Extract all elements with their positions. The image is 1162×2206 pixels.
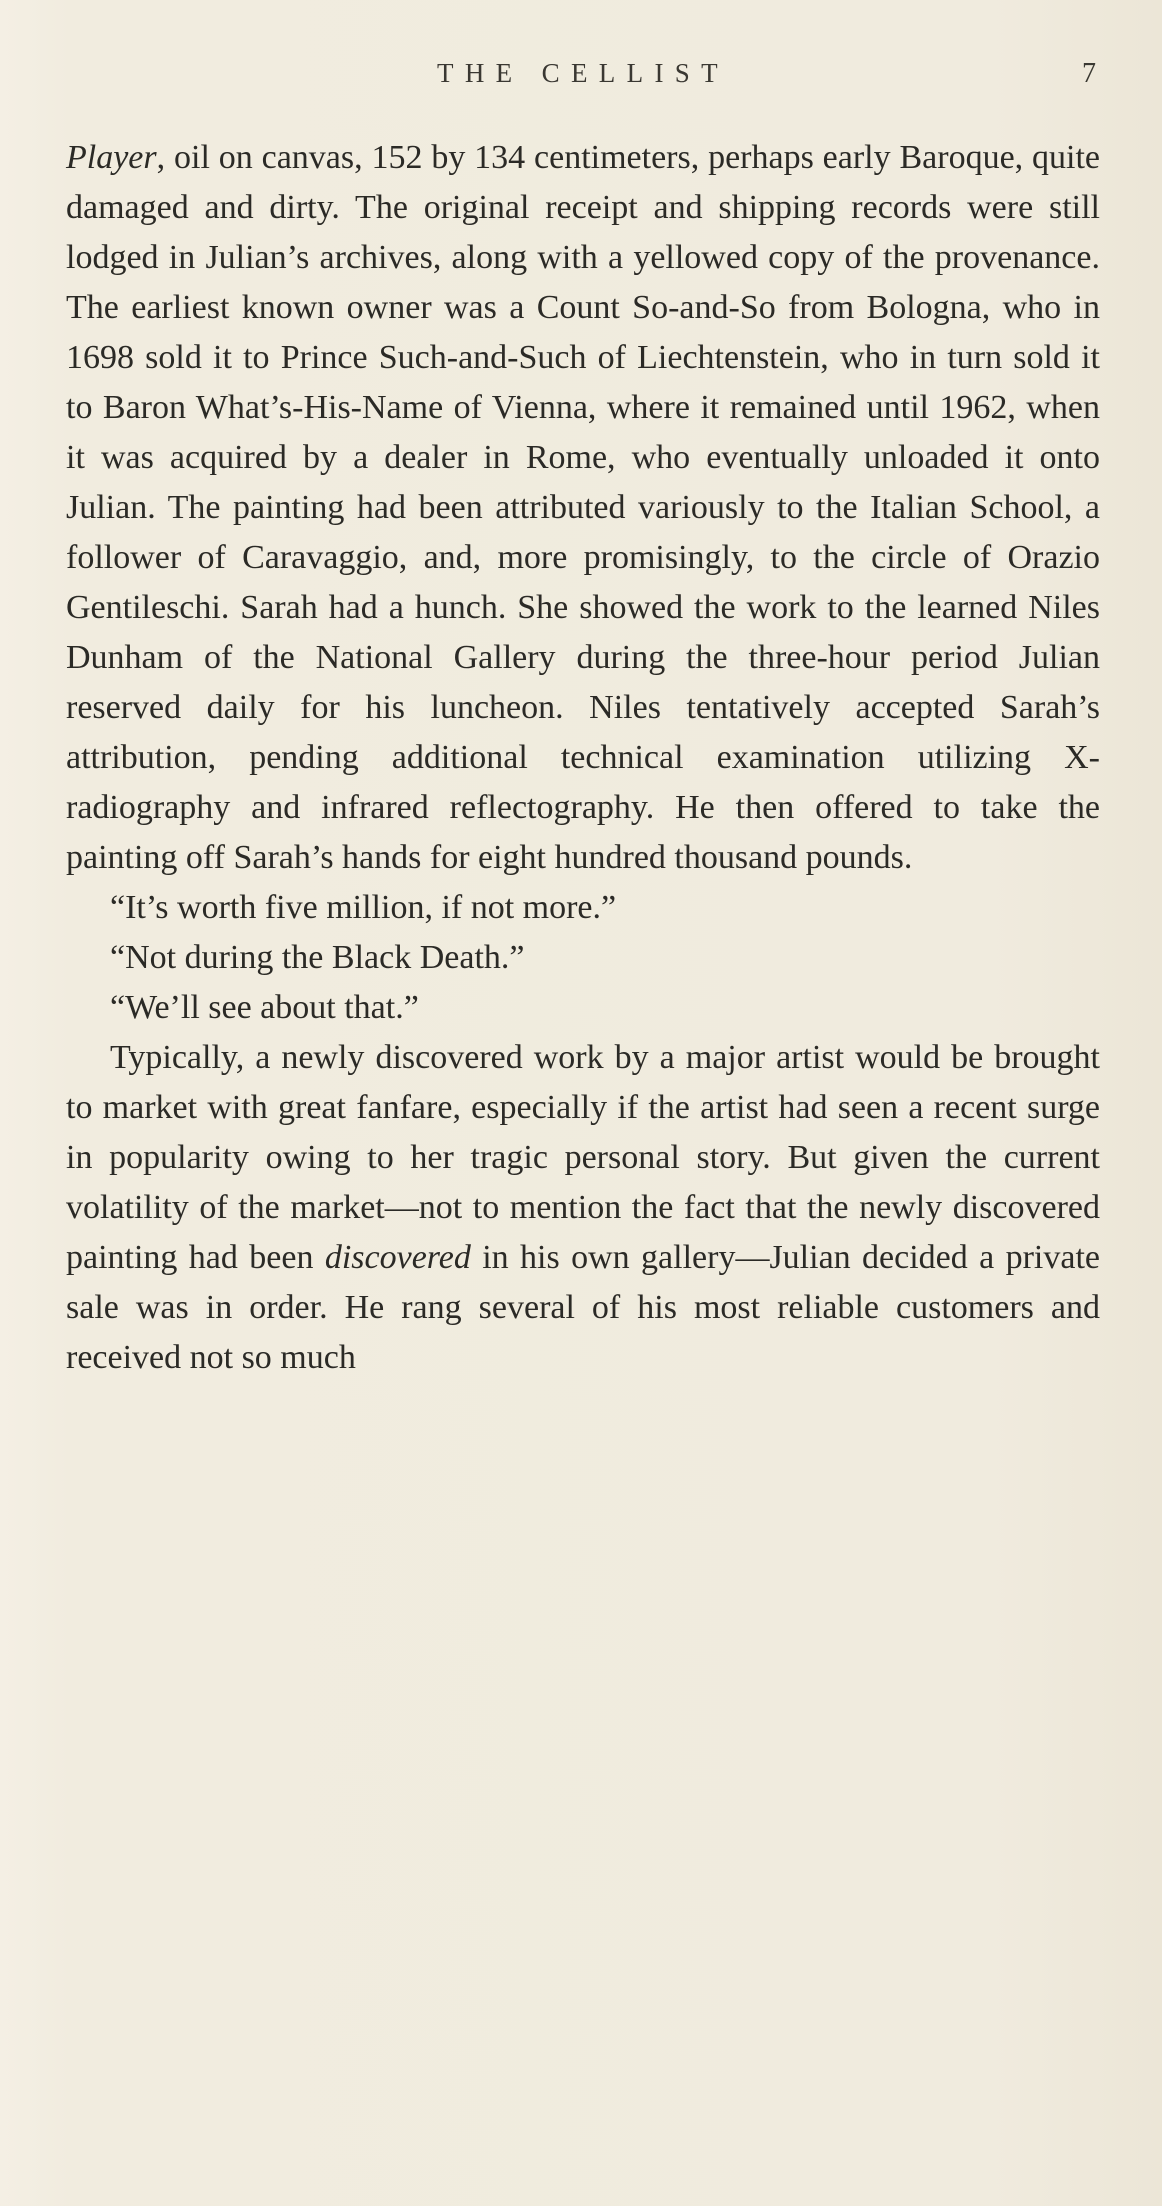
paragraph	[66, 133, 1100, 883]
body-text: , oil on canvas, 152 by 134 centimeters, perhaps early Baroque, quite damaged and dirty. The original receipt and shipping records were still lodged in Julian’s archives, along with a yellowed copy of the provenance. The earliest known owner was a Count So-and-So from Bologna, who in 1698 sold it to Prince Such-and-Such of Liechtenstein, who in turn sold it to Baron What’s-His-Name of Vienna, where it remained until 1962, when it was acquired by a dealer in Rome, who eventually unloaded it onto Julian. The painting had been attributed variously to the Italian School, a follower of Caravaggio, and, more promisingly, to the circle of Orazio Gentileschi. Sarah had a hunch. She showed the work to the learned Niles Dunham of the National Gallery during the three-hour period Julian reserved daily for his luncheon. Niles tentatively accepted Sarah’s attribution, pending additional technical examination utilizing X-radiography and infrared reflectography. He then offered to take the painting off Sarah’s hands for eight hundred thousand pounds.	[66, 139, 1100, 876]
page-body	[66, 133, 1100, 1383]
body-text: “It’s worth five million, if not more.”	[110, 889, 617, 926]
paragraph	[66, 983, 1100, 1033]
paragraph	[66, 1033, 1100, 1383]
body-text: “We’ll see about that.”	[110, 989, 419, 1026]
italic-text: Player	[66, 139, 157, 176]
italic-text: discovered	[324, 1239, 471, 1276]
paragraph	[66, 883, 1100, 933]
body-text: “Not during the Black Death.”	[110, 939, 525, 976]
running-title: THE CELLIST	[437, 58, 729, 88]
page-header	[66, 58, 1100, 89]
body-text: in his own gallery—Julian decided a private sale was in order. He rang several of his most reliable customers and received not so much	[66, 1239, 1101, 1376]
paragraph	[66, 933, 1100, 983]
page-number: 7	[1082, 58, 1096, 89]
body-text: Typically, a newly discovered work by a major artist would be brought to market with great fanfare, especially if the artist had seen a recent surge in popularity owing to her tragic personal story. But given the current volatility of the market—not to mention the fact that the newly discovered painting had been	[66, 1039, 1100, 1276]
